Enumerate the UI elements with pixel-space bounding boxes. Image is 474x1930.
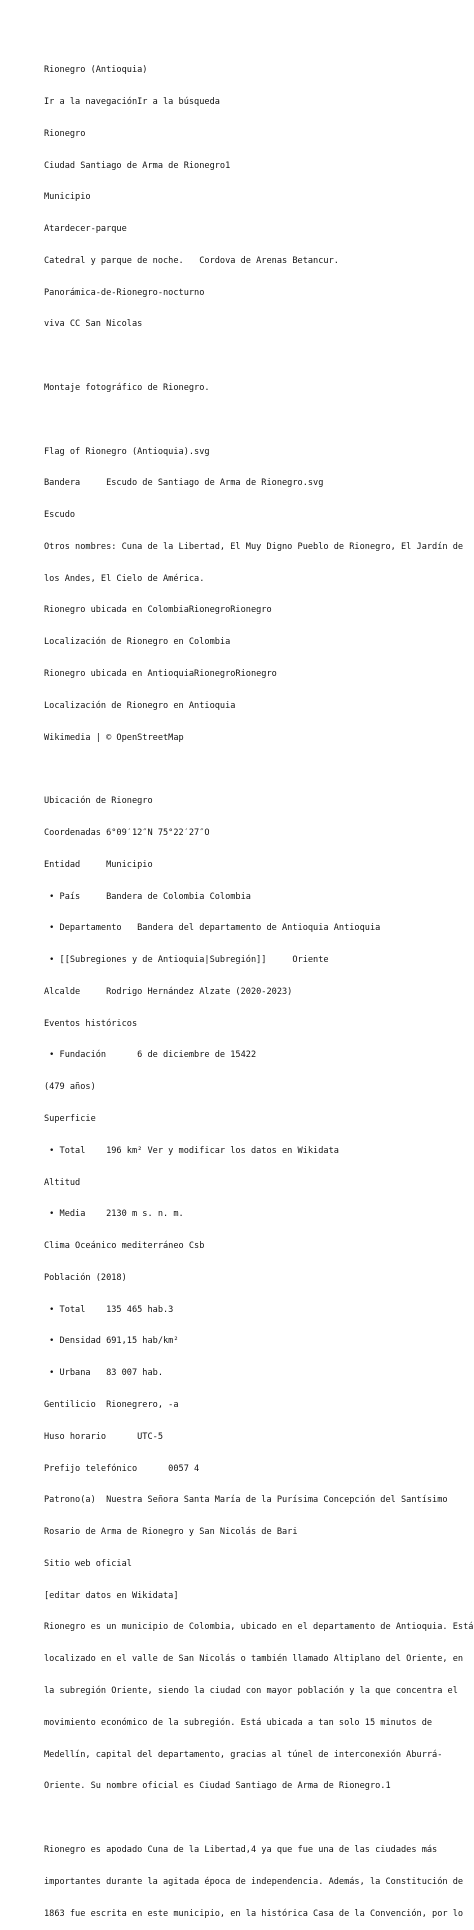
other-names-continued: los Andes, El Cielo de América. <box>44 573 205 584</box>
blank-line <box>44 1813 474 1824</box>
intro-paragraph-line: Medellín, capital del departamento, gracias al túnel de interconexión Aburrá- <box>44 1749 443 1760</box>
infobox-official-name: Ciudad Santiago de Arma de Rionegro1 <box>44 160 231 171</box>
second-paragraph-line: importantes durante la agitada época de independencia. Además, la Constitución de <box>44 1876 464 1887</box>
area-heading: Superficie <box>44 1113 96 1124</box>
infobox-subregion[interactable]: • [[Subregiones y de Antioquia|Subregión]] Oriente <box>44 955 329 966</box>
locator-map-antioquia[interactable]: Rionegro ubicada en AntioquiaRionegroRionegro <box>44 669 277 680</box>
intro-paragraph-line: la subregión Oriente, siendo la ciudad con mayor población y la que concentra el <box>44 1686 458 1697</box>
intro-paragraph-line: localizado en el valle de San Nicolás o también llamado Altiplano del Oriente, en <box>44 1654 464 1665</box>
infobox-phone-prefix: Prefijo telefónico 0057 4 <box>44 1463 200 1474</box>
infobox-population-urban: • Urbana 83 007 hab. <box>44 1368 163 1379</box>
infobox-demonym: Gentilicio Rionegrero, -a <box>44 1400 179 1410</box>
official-website-link[interactable]: Sitio web oficial <box>44 1558 132 1569</box>
intro-paragraph-line: movimiento económico de la subregión. Está ubicada a tan solo 15 minutos de <box>44 1717 433 1728</box>
intro-paragraph-line: Oriente. Su nombre oficial es Ciudad Santiago de Arma de Rionegro.1 <box>44 1781 391 1792</box>
blank-line <box>44 415 474 426</box>
infobox-entity: Entidad Municipio <box>44 859 153 870</box>
infobox-population-total: • Total 135 465 hab.3 <box>44 1304 174 1315</box>
locator-caption-colombia: Localización de Rionegro en Colombia <box>44 637 231 648</box>
blank-line <box>44 764 474 775</box>
other-names: Otros nombres: Cuna de la Libertad, El Muy Digno Pueblo de Rionegro, El Jardín de <box>44 541 464 552</box>
edit-wikidata-link[interactable]: [editar datos en Wikidata] <box>44 1590 179 1601</box>
image-alt-text: viva CC San Nicolas <box>44 319 143 330</box>
second-paragraph-line: 1863 fue escrita en este municipio, en la histórica Casa de la Convención, por lo <box>44 1908 464 1919</box>
infobox-timezone[interactable]: Huso horario UTC-5 <box>44 1431 163 1442</box>
location-heading: Ubicación de Rionegro <box>44 796 153 807</box>
infobox-population-density: • Densidad 691,15 hab/km² <box>44 1336 179 1347</box>
image-caption: Montaje fotográfico de Rionegro. <box>44 383 210 393</box>
infobox-patron: Patrono(a) Nuestra Señora Santa María de la Purísima Concepción del Santísimo <box>44 1495 448 1506</box>
historical-events-heading: Eventos históricos <box>44 1018 138 1029</box>
infobox-mayor[interactable]: Alcalde Rodrigo Hernández Alzate (2020-2023) <box>44 986 293 997</box>
coat-of-arms-label: Escudo <box>44 510 76 521</box>
infobox-climate[interactable]: Clima Oceánico mediterráneo Csb <box>44 1241 205 1252</box>
skip-links[interactable]: Ir a la navegaciónIr a la búsqueda <box>44 96 220 107</box>
image-alt-text: Atardecer-parque <box>44 224 127 235</box>
locator-caption-antioquia: Localización de Rionegro en Antioquia <box>44 700 236 711</box>
image-alt-text: Catedral y parque de noche. Cordova de Arenas Betancur. <box>44 255 339 266</box>
article-title: Rionegro (Antioquia) <box>44 65 148 76</box>
infobox-age: (479 años) <box>44 1082 96 1093</box>
population-heading: Población (2018) <box>44 1272 127 1283</box>
intro-paragraph-line: Rionegro es un municipio de Colombia, ubicado en el departamento de Antioquia. Está <box>44 1622 474 1633</box>
flag-image-alt[interactable]: Flag of Rionegro (Antioquia).svg <box>44 446 210 457</box>
coordinates-link[interactable]: Coordenadas 6°09′12″N 75°22′27″O <box>44 827 210 838</box>
locator-map-colombia[interactable]: Rionegro ubicada en ColombiaRionegroRionegro <box>44 605 272 616</box>
altitude-heading: Altitud <box>44 1177 81 1188</box>
image-alt-text: Panorámica-de-Rionegro-nocturno <box>44 287 205 298</box>
second-paragraph-line: Rionegro es apodado Cuna de la Libertad,4 ya que fue una de las ciudades más <box>44 1844 438 1855</box>
infobox-type: Municipio <box>44 192 91 203</box>
flag-and-coat-of-arms[interactable]: Bandera Escudo de Santiago de Arma de Rionegro.svg <box>44 478 324 489</box>
map-attribution-link[interactable]: Wikimedia | © OpenStreetMap <box>44 732 184 743</box>
infobox-patron-continued: Rosario de Arma de Rionegro y San Nicolás de Bari <box>44 1527 298 1538</box>
infobox-name: Rionegro <box>44 128 86 139</box>
blank-line <box>44 351 474 362</box>
infobox-department[interactable]: • Departamento Bandera del departamento de Antioquia Antioquia <box>44 923 381 934</box>
infobox-country[interactable]: • País Bandera de Colombia Colombia <box>44 891 251 902</box>
infobox-area-total[interactable]: • Total 196 km² Ver y modificar los datos en Wikidata <box>44 1145 339 1156</box>
infobox-altitude: • Media 2130 m s. n. m. <box>44 1209 184 1220</box>
infobox-founding: • Fundación 6 de diciembre de 15422 <box>44 1050 257 1061</box>
